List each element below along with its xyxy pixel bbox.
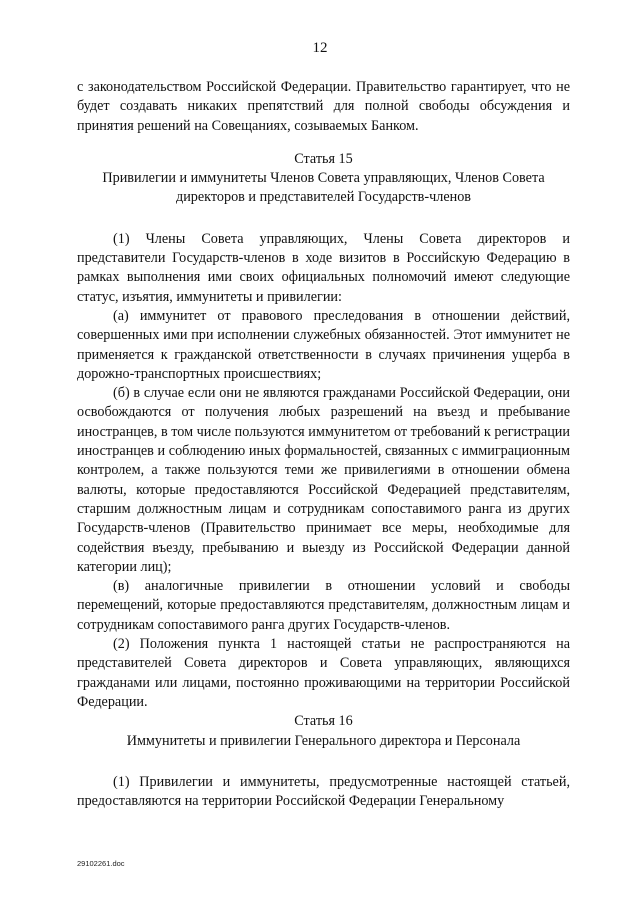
- article-15-clause-2: (2) Положения пункта 1 настоящей статьи не распространяются на представителей Совета директоров и Совета управляющих, являющихся гражданами или лицами, постоянно проживающими на территории Российской Федерации.: [77, 636, 570, 710]
- article-16-title: Иммунитеты и привилегии Генерального директора и Персонала: [126, 732, 521, 749]
- page-number: 12: [312, 40, 328, 56]
- article-15-clause-1: (1) Члены Совета управляющих, Члены Совета директоров и представители Государств-членов в ходе визитов в Российскую Федерацию в рамках выполнения ими своих официальных полномочий имеют следующие статус, изъятия, иммунитеты и привилегии:: [77, 230, 570, 305]
- continuation-paragraph: с законодательством Российской Федерации. Правительство гарантирует, что не будет создавать никаких препятствий для полной свободы обсуждения и принятия решений на Совещаниях, созываемых Банком.: [77, 79, 570, 134]
- article-15-item-a: (а) иммунитет от правового преследования в отношении действий, совершенных ими при исполнении служебных обязанностей. Этот иммунитет не применяется к гражданской ответственности в случаях причинения ущерба в дорожно-транспортных происшествиях;: [77, 307, 570, 382]
- article-16-clause-1: (1) Привилегии и иммунитеты, предусмотренные настоящей статьей, предоставляются на территории Российской Федерации Генеральному: [77, 773, 570, 810]
- document-body: [77, 78, 570, 811]
- article-16-heading: Статья 16: [294, 713, 353, 730]
- footer-filename: 29102261.doc: [77, 859, 125, 868]
- article-15-item-b: (б) в случае если они не являются гражданами Российской Федерации, они освобождаются от получения любых разрешений на въезд и пребывание иностранцев, в том числе пользуются иммунитетом от требований к регистрации иностранцев и соблюдению иных формальностей, связанных с иммиграционным контролем, а также пользуются теми же привилегиями в отношении обмена валюты, которые предоставляются Российской Федерацией представителям, старшим должностным лицам и сотрудникам сопоставимого ранга из других Государств-членов (Правительство принимает все меры, необходимые для содействия въезду, пребыванию и выезду из Российской Федерации данной категории лиц);: [77, 385, 570, 575]
- article-15-title: Привилегии и иммунитеты Членов Совета управляющих, Членов Совета директоров и представителей Государств-членов: [102, 170, 545, 206]
- article-15-heading: Статья 15: [294, 150, 353, 167]
- article-15-item-c: (в) аналогичные привилегии в отношении условий и свободы перемещений, которые предоставляются представителям, должностным лицам и сотрудникам сопоставимого ранга других Государств-членов.: [77, 578, 570, 633]
